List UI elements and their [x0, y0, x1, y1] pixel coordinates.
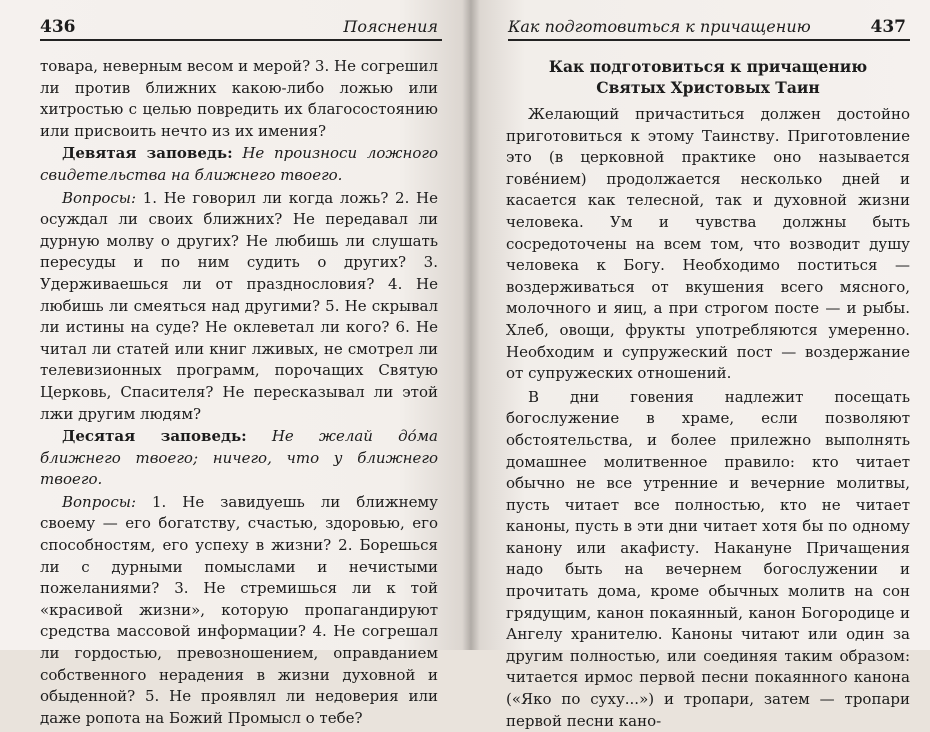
- commandment-nine: [40, 143, 438, 186]
- commandment-text: Не произноси ложного свидетельства на ближнего твоего.: [40, 144, 438, 184]
- section-title-line: Как подготовиться к причащению: [548, 57, 868, 76]
- questions-label: Вопросы:: [62, 492, 137, 511]
- commandment-label: Десятая заповедь:: [62, 427, 247, 446]
- right-page: [470, 0, 930, 730]
- questions-text: 1. Не завидуешь ли ближнему своему — его богатству, счастью, здоровью, его способностям, его успеху в жизни? 2. Борешься ли с дурными помыслами и нечистыми пожеланиями? 3. Не стремишься ли к той «красивой жизни», которую пропагандируют средства массовой информации? 4. Не согрешал ли гордостью, превозношением, оправданием собственного нерадения в жизни духовной и обыденной? 5. Не проявлял ли недоверия или даже ропота на Божий Промысл о тебе?: [40, 492, 438, 727]
- header-rule-left: [40, 39, 442, 41]
- questions-paragraph: [40, 492, 438, 730]
- section-title-line: Святых Христовых Таин: [596, 78, 820, 97]
- book-gutter: [462, 0, 480, 650]
- running-head-right: Как подготовиться к причащению: [508, 17, 811, 36]
- paragraph: товара, неверным весом и мерой? 3. Не согрешил ли против ближних какою-либо ложью или хитростью с целью повредить их благосостоянию или присвоить нечто из их имения?: [40, 57, 438, 140]
- commandment-ten: [40, 426, 438, 491]
- page-number-right: 437: [870, 17, 906, 37]
- page-number-left: 436: [40, 17, 76, 37]
- left-page-body: [40, 56, 438, 729]
- left-page-header: [40, 15, 442, 41]
- paragraph: Желающий причаститься должен достойно приготовиться к этому Таинству. Приготовление это (в церковной практике оно называется гове́нием) продолжается несколько дней и касается как телесной, так и духовной жизни человека. Ум и чувства должны быть сосредоточены на всем том, что возводит душу человека к Богу. Необходимо поститься — воздерживаться от вкушения всего мясного, молочного и яиц, а при строгом посте — и рыбы. Хлеб, овощи, фрукты употребляются умеренно. Необходим и супружеский пост — воздержание от супружеских отношений.: [506, 105, 910, 383]
- header-rule-right: [508, 39, 910, 41]
- right-page-body: [506, 56, 910, 732]
- right-page-header: [508, 15, 910, 41]
- running-head-left: Пояснения: [343, 17, 438, 36]
- section-title: [506, 56, 910, 98]
- commandment-label: Девятая заповедь:: [62, 144, 233, 163]
- questions-label: Вопросы:: [62, 188, 137, 207]
- paragraph: В дни говения надлежит посещать богослужение в храме, если позволяют обстоятельства, и более прилежно выполнять домашнее молитвенное правило: кто читает обычно не все утренние и вечерние молитвы, пусть читает все полностью, кто не читает каноны, пусть в эти дни читает хотя бы по одному канону или акафисту. Накануне Причащения надо быть на вечернем богослужении и прочитать дома, кроме обычных молитв на сон грядущим, канон покаянный, канон Богородице и Ангелу хранителю. Каноны читают или один за другим полностью, или соединяя таким образом: читается ирмос первой песни покаянного канона («Яко по суху...») и тропари, затем — тропари первой песни кано-: [506, 387, 910, 730]
- commandment-text: Не желай до́ма ближнего твоего; ничего, что у ближнего твоего.: [40, 427, 438, 489]
- questions-text: 1. Не говорил ли когда ложь? 2. Не осуждал ли своих ближних? Не передавал ли дурную молву о других? Не любишь ли слушать пересуды и по ним судить о других? 3. Удерживаешься ли от празднословия? 4. Не любишь ли смеяться над другими? 5. Не скрывал ли истины на суде? Не оклеветал ли кого? 6. Не читал ли статей или книг лживых, не смотрел ли телевизионных программ, порочащих Святую Церковь, Спасителя? Не пересказывал ли этой лжи другим людям?: [40, 188, 438, 423]
- questions-paragraph: [40, 188, 438, 426]
